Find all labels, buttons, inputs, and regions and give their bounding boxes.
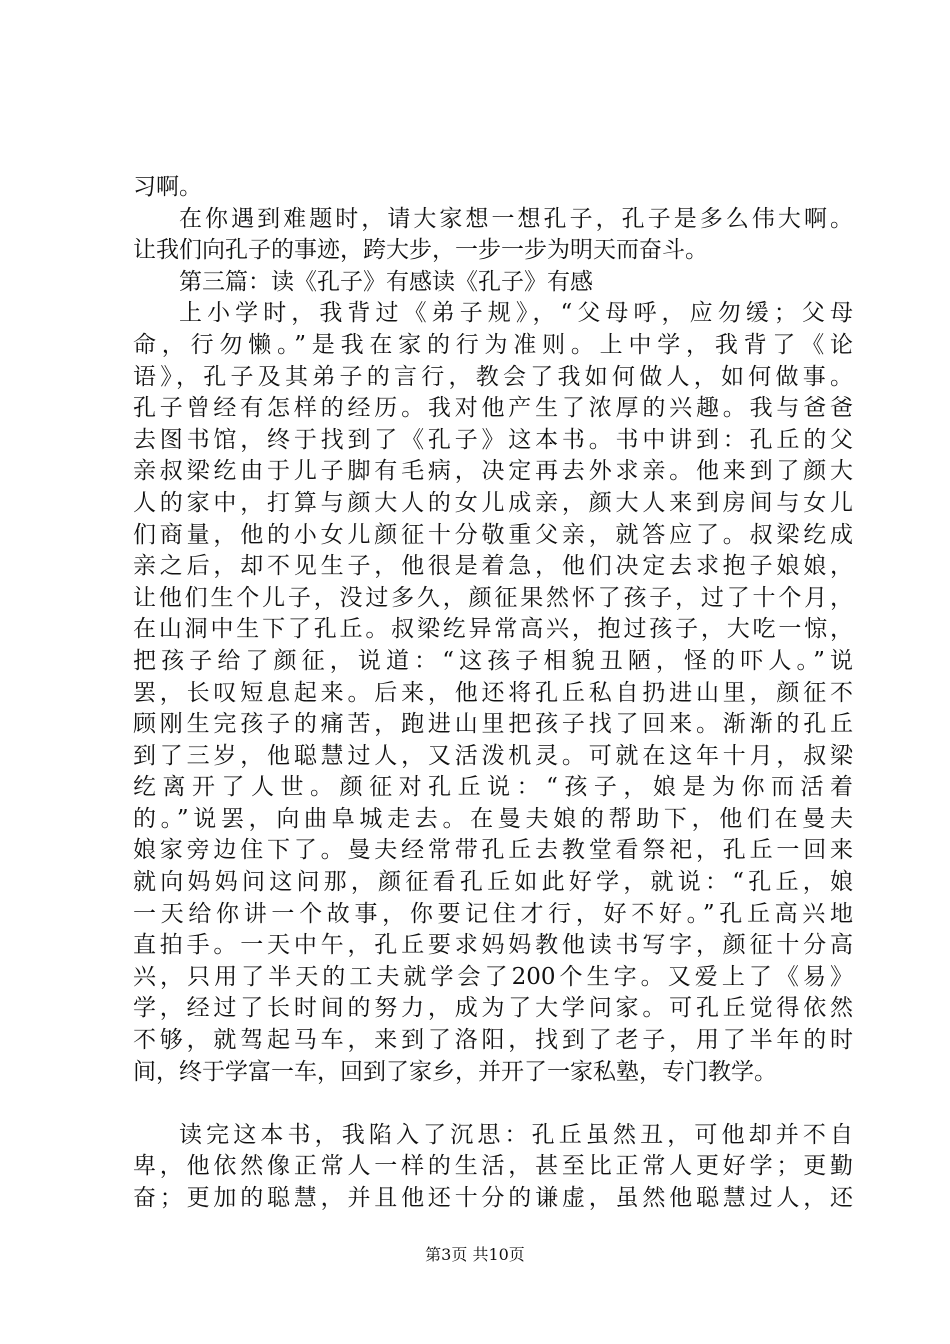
paragraph-gap xyxy=(133,1088,853,1120)
text-line: 奋；更加的聪慧，并且他还十分的谦虚，虽然他聪慧过人，还 xyxy=(133,1185,853,1211)
text-line: 顾刚生完孩子的痛苦，跑进山里把孩子找了回来。渐渐的孔丘 xyxy=(133,711,853,738)
text-line: 兴，只用了半天的工夫就学会了200个生字。又爱上了《易》 xyxy=(133,963,853,990)
text-line: 娘家旁边住下了。曼夫经常带孔丘去教堂看祭祀，孔丘一回来 xyxy=(133,837,853,864)
text-line: 人的家中，打算与颜大人的女儿成亲，颜大人来到房间与女儿 xyxy=(133,489,853,516)
text-line: 到了三岁，他聪慧过人，又活泼机灵。可就在这年十月，叔梁 xyxy=(133,742,853,769)
text-line: 语》，孔子及其弟子的言行，教会了我如何做人，如何做事。 xyxy=(133,363,853,390)
body-text xyxy=(133,172,853,1215)
paragraph-line: 上小学时，我背过《弟子规》，“父母呼，应勿缓；父母 xyxy=(179,300,853,327)
text-line: 让他们生个儿子，没过多久，颜征果然怀了孩子，过了十个月， xyxy=(133,584,853,611)
text-line: 把孩子给了颜征，说道：“这孩子相貌丑陋，怪的吓人。”说 xyxy=(133,647,853,674)
text-line: 不够，就驾起马车，来到了洛阳，找到了老子，用了半年的时 xyxy=(133,1027,853,1054)
text-line: 亲叔梁纥由于儿子脚有毛病，决定再去外求亲。他来到了颜大 xyxy=(133,458,853,485)
text-line: 们商量，他的小女儿颜征十分敬重父亲，就答应了。叔梁纥成 xyxy=(133,521,853,548)
text-line: 孔子曾经有怎样的经历。我对他产生了浓厚的兴趣。我与爸爸 xyxy=(133,395,853,422)
paragraph-line: 读完这本书，我陷入了沉思：孔丘虽然丑，可他却并不自 xyxy=(179,1121,853,1148)
text-line: 直拍手。一天中午，孔丘要求妈妈教他读书写字，颜征十分高 xyxy=(133,932,853,959)
text-line: 纥离开了人世。颜征对孔丘说：“孩子，娘是为你而活着 xyxy=(133,774,853,801)
section-heading: 第三篇：读《孔子》有感读《孔子》有感 xyxy=(179,268,593,295)
text-line: 让我们向孔子的事迹，跨大步，一步一步为明天而奋斗。 xyxy=(133,237,708,264)
text-line: 就向妈妈问这问那，颜征看孔丘如此好学，就说：“孔丘，娘 xyxy=(133,869,853,896)
text-line: 卑，他依然像正常人一样的生活，甚至比正常人更好学；更勤 xyxy=(133,1153,853,1180)
paragraph-line: 在你遇到难题时，请大家想一想孔子，孔子是多么伟大啊。 xyxy=(179,205,853,232)
text-line: 命，行勿懒。”是我在家的行为准则。上中学，我背了《论 xyxy=(133,331,853,358)
text-line: 的。”说罢，向曲阜城走去。在曼夫娘的帮助下，他们在曼夫 xyxy=(133,805,853,832)
text-line: 在山洞中生下了孔丘。叔梁纥异常高兴，抱过孩子，大吃一惊， xyxy=(133,616,853,643)
text-line: 习啊。 xyxy=(133,174,202,200)
text-line: 罢，长叹短息起来。后来，他还将孔丘私自扔进山里，颜征不 xyxy=(133,679,853,706)
text-line: 亲之后，却不见生子，他很是着急，他们决定去求抱子娘娘， xyxy=(133,553,853,580)
page-number-label: 第3页 共10页 xyxy=(425,1245,525,1264)
text-line: 学，经过了长时间的努力，成为了大学问家。可孔丘觉得依然 xyxy=(133,995,853,1022)
text-line: 去图书馆，终于找到了《孔子》这本书。书中讲到：孔丘的父 xyxy=(133,426,853,453)
page-footer xyxy=(0,1242,950,1265)
text-line: 一天给你讲一个故事，你要记住才行，好不好。”孔丘高兴地 xyxy=(133,900,853,927)
text-line: 间，终于学富一车，回到了家乡，并开了一家私塾，专门教学。 xyxy=(133,1058,777,1085)
